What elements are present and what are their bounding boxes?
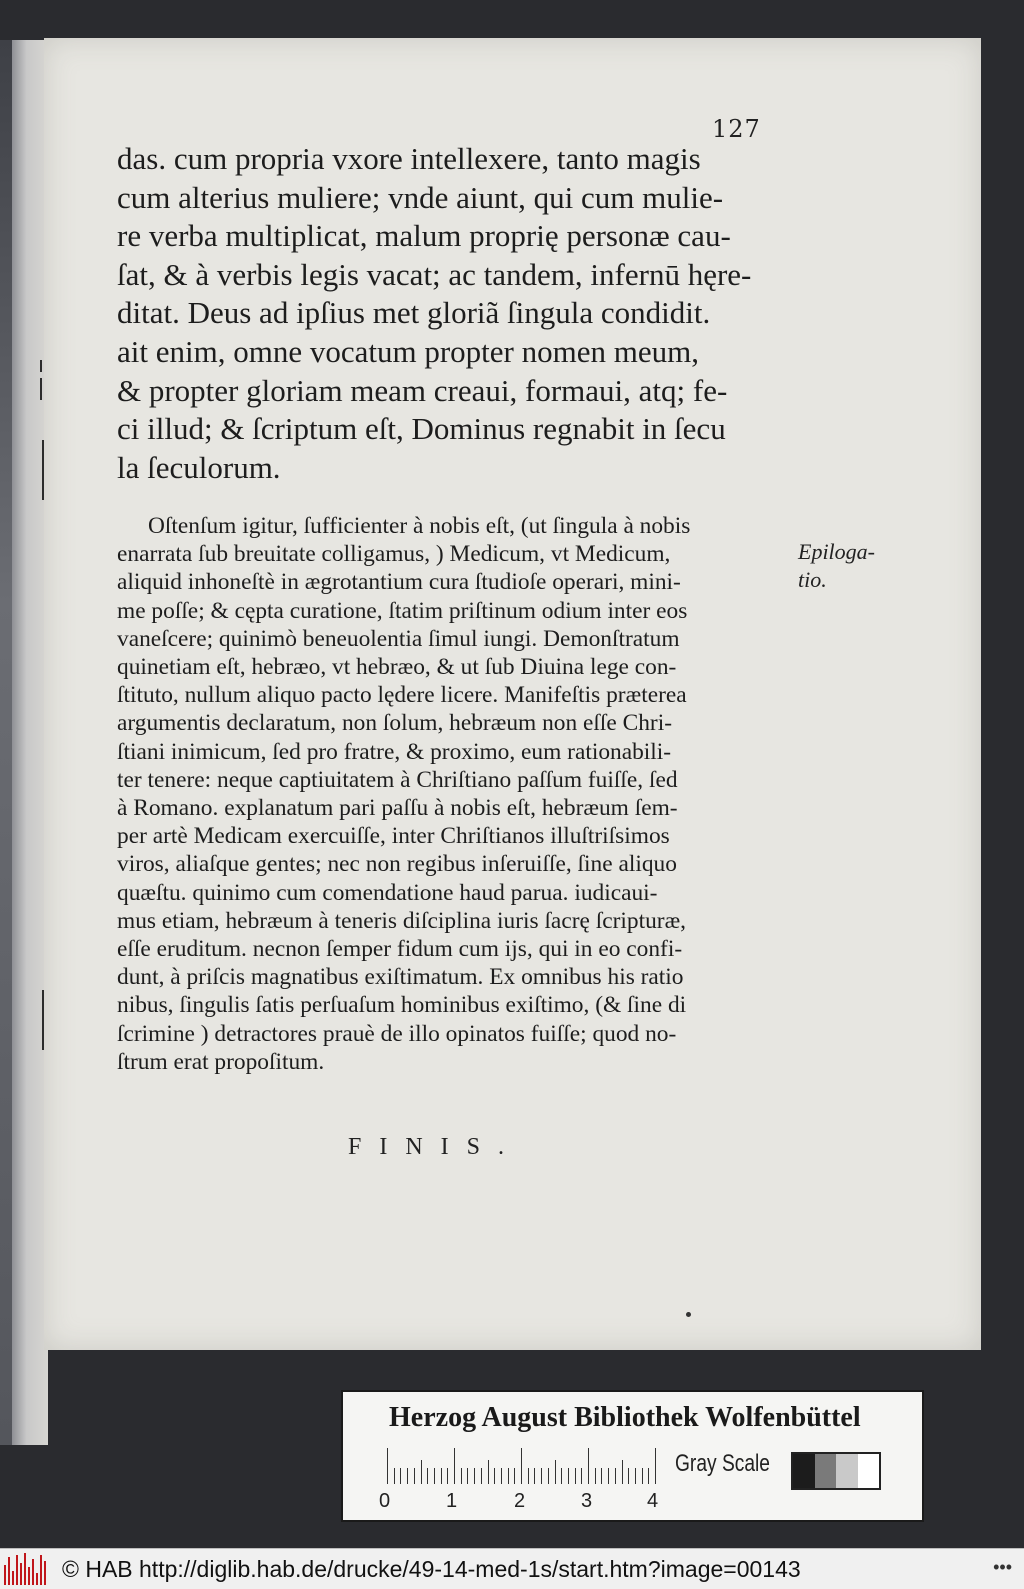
text-line: à Romano. explanatum pari paſſu à nobis eſt, hebræum ſem- bbox=[117, 795, 678, 822]
scale-tick bbox=[434, 1468, 435, 1484]
copyright-url[interactable]: © HAB http://diglib.hab.de/drucke/49-14-med-1s/start.htm?image=00143 bbox=[62, 1555, 801, 1582]
scale-number: 1 bbox=[446, 1490, 458, 1512]
text-line: ait enim, omne vocatum propter nomen meum, bbox=[117, 333, 699, 369]
scale-tick bbox=[400, 1468, 401, 1484]
margin-note bbox=[798, 538, 875, 594]
scale-tick bbox=[394, 1468, 395, 1484]
gray-swatch bbox=[815, 1454, 837, 1488]
scale-number: 3 bbox=[581, 1490, 593, 1512]
scale-tick bbox=[581, 1468, 582, 1484]
text-line: & propter gloriam meam creaui, formaui, atq; fe- bbox=[117, 372, 728, 408]
scale-number: 4 bbox=[647, 1490, 659, 1512]
text-line: ter tenere: neque captiuitatem à Chriſtiano paſſum fuiſſe, ſed bbox=[117, 766, 678, 793]
scale-tick bbox=[548, 1468, 549, 1484]
scale-tick bbox=[588, 1448, 589, 1484]
text-line: ſcrimine ) detractores prauè de illo opinatos fuiſſe; quod no- bbox=[117, 1020, 677, 1047]
scale-tick bbox=[528, 1468, 529, 1484]
institution-title: Herzog August Bibliothek Wolfenbüttel bbox=[389, 1402, 861, 1433]
text-line: re verba multiplicat, malum proprię personæ cau- bbox=[117, 218, 731, 254]
scale-tick bbox=[427, 1468, 428, 1484]
scale-tick bbox=[642, 1468, 643, 1484]
text-line: ditat. Deus ad ipſius met gloriã ſingula condidit. bbox=[117, 295, 711, 331]
scale-tick bbox=[575, 1468, 576, 1484]
text-line: ſtiani inimicum, ſed pro fratre, & proximo, eum rationabili- bbox=[117, 738, 672, 765]
scale-tick bbox=[387, 1448, 388, 1484]
scale-tick bbox=[467, 1468, 468, 1484]
text-line: per artè Medicam exercuiſſe, inter Chriſtianos illuſtriſsimos bbox=[117, 823, 670, 850]
logo-bar bbox=[28, 1567, 30, 1585]
logo-bar bbox=[44, 1561, 46, 1585]
logo-bar bbox=[24, 1553, 26, 1585]
scale-tick bbox=[447, 1468, 448, 1484]
logo-bar bbox=[16, 1555, 18, 1585]
scale-number: 0 bbox=[379, 1490, 391, 1512]
text-line: quæſtu. quinimo cum comendatione haud parua. iudicaui- bbox=[117, 879, 658, 906]
logo-bar bbox=[40, 1555, 42, 1585]
text-line: ci illud; & ſcriptum eſt, Dominus regnabit in ſecu bbox=[117, 411, 726, 447]
text-line: dunt, à priſcis magnatibus exiſtimatum. Ex omnibus his ratio bbox=[117, 964, 684, 991]
gray-swatch bbox=[858, 1454, 880, 1488]
scale-tick bbox=[494, 1468, 495, 1484]
text-line: la ſeculorum. bbox=[117, 449, 281, 485]
scale-tick bbox=[501, 1468, 502, 1484]
text-line: das. cum propria vxore intellexere, tanto magis bbox=[117, 141, 701, 176]
text-line: argumentis declaratum, non ſolum, hebræum non eſſe Chri- bbox=[117, 710, 672, 737]
book-edge-strip bbox=[0, 40, 12, 1445]
logo-bar bbox=[36, 1573, 38, 1585]
gray-scale-swatches bbox=[791, 1452, 881, 1490]
gray-swatch bbox=[836, 1454, 858, 1488]
logo-bar bbox=[20, 1563, 22, 1585]
scale-tick bbox=[595, 1468, 596, 1484]
scale-tick bbox=[441, 1468, 442, 1484]
scale-tick bbox=[568, 1468, 569, 1484]
institution-label-card bbox=[341, 1390, 924, 1522]
gray-swatch bbox=[793, 1454, 815, 1488]
text-line: cum alterius muliere; vnde aiunt, qui cum mulie- bbox=[117, 179, 724, 215]
scale-tick bbox=[508, 1468, 509, 1484]
scale-tick bbox=[648, 1468, 649, 1484]
scale-tick bbox=[521, 1448, 522, 1484]
hab-logo-icon bbox=[4, 1553, 50, 1585]
scale-tick bbox=[601, 1468, 602, 1484]
book-edge bbox=[0, 40, 48, 1445]
scale-tick bbox=[421, 1460, 422, 1484]
logo-bar bbox=[4, 1565, 6, 1585]
scale-tick bbox=[608, 1468, 609, 1484]
text-line: quinetiam eſt, hebræo, vt hebræo, & ut ſub Diuina lege con- bbox=[117, 654, 677, 681]
finis-heading: FINIS. bbox=[348, 1134, 523, 1160]
ellipsis-icon[interactable]: ••• bbox=[993, 1557, 1012, 1577]
scale-tick bbox=[514, 1468, 515, 1484]
scale-tick bbox=[635, 1468, 636, 1484]
scale-tick bbox=[622, 1460, 623, 1484]
measurement-scale bbox=[387, 1448, 661, 1484]
logo-bar bbox=[8, 1557, 10, 1585]
text-line: ſat, & à verbis legis vacat; ac tandem, infernū hęre- bbox=[117, 256, 752, 292]
text-line: nibus, ſingulis ſatis perſuaſum hominibus exiſtimo, (& ſine di bbox=[117, 992, 687, 1019]
text-line: mus etiam, hebræum à teneris diſciplina iuris ſacrę ſcripturæ, bbox=[117, 907, 687, 934]
scale-number: 2 bbox=[514, 1490, 526, 1512]
scale-tick bbox=[481, 1468, 482, 1484]
text-line: aliquid inhoneſtè in ægrotantium cura ſtudioſe operari, mini- bbox=[117, 569, 681, 596]
scale-tick bbox=[488, 1460, 489, 1484]
gray-scale-label: Gray Scale bbox=[675, 1450, 770, 1477]
scale-numbers bbox=[379, 1490, 679, 1518]
margin-note-line: Epiloga- bbox=[798, 539, 875, 564]
text-line: enarrata ſub breuitate colligamus, ) Medicum, vt Medicum, bbox=[117, 541, 671, 568]
paragraph-1 bbox=[117, 140, 787, 487]
page-number: 127 bbox=[712, 115, 761, 143]
text-line: eſſe eruditum. necnon ſemper fidum cum ijs, qui in eo confi- bbox=[117, 936, 683, 963]
text-line: ſtituto, nullum aliquo pacto lędere licere. Manifeſtis præterea bbox=[117, 682, 687, 709]
text-line: viros, aliaſque gentes; nec non regibus inſeruiſſe, ſine aliquo bbox=[117, 851, 677, 878]
scale-tick bbox=[407, 1468, 408, 1484]
scale-tick bbox=[655, 1448, 656, 1484]
logo-bar bbox=[12, 1571, 14, 1585]
text-line: Oſtenſum igitur, ſufficienter à nobis eſt, (ut ſingula à nobis bbox=[148, 513, 691, 539]
text-line: me poſſe; & cępta curatione, ſtatim priſtinum odium inter eos bbox=[117, 597, 688, 624]
logo-bar bbox=[32, 1559, 34, 1585]
scale-tick bbox=[555, 1460, 556, 1484]
ink-dot bbox=[686, 1312, 691, 1317]
text-line: ſtrum erat propoſitum. bbox=[117, 1048, 325, 1075]
footer-bar bbox=[0, 1548, 1024, 1589]
scale-tick bbox=[414, 1468, 415, 1484]
scale-tick bbox=[454, 1448, 455, 1484]
scale-tick bbox=[461, 1468, 462, 1484]
scale-tick bbox=[474, 1468, 475, 1484]
paragraph-2 bbox=[117, 512, 787, 1076]
scale-tick bbox=[561, 1468, 562, 1484]
scale-tick bbox=[541, 1468, 542, 1484]
margin-note-line: tio. bbox=[798, 567, 827, 592]
text-line: vaneſcere; quinimò beneuolentia ſimul iungi. Demonſtratum bbox=[117, 625, 680, 652]
scale-tick bbox=[615, 1468, 616, 1484]
scale-tick bbox=[628, 1468, 629, 1484]
scale-tick bbox=[534, 1468, 535, 1484]
